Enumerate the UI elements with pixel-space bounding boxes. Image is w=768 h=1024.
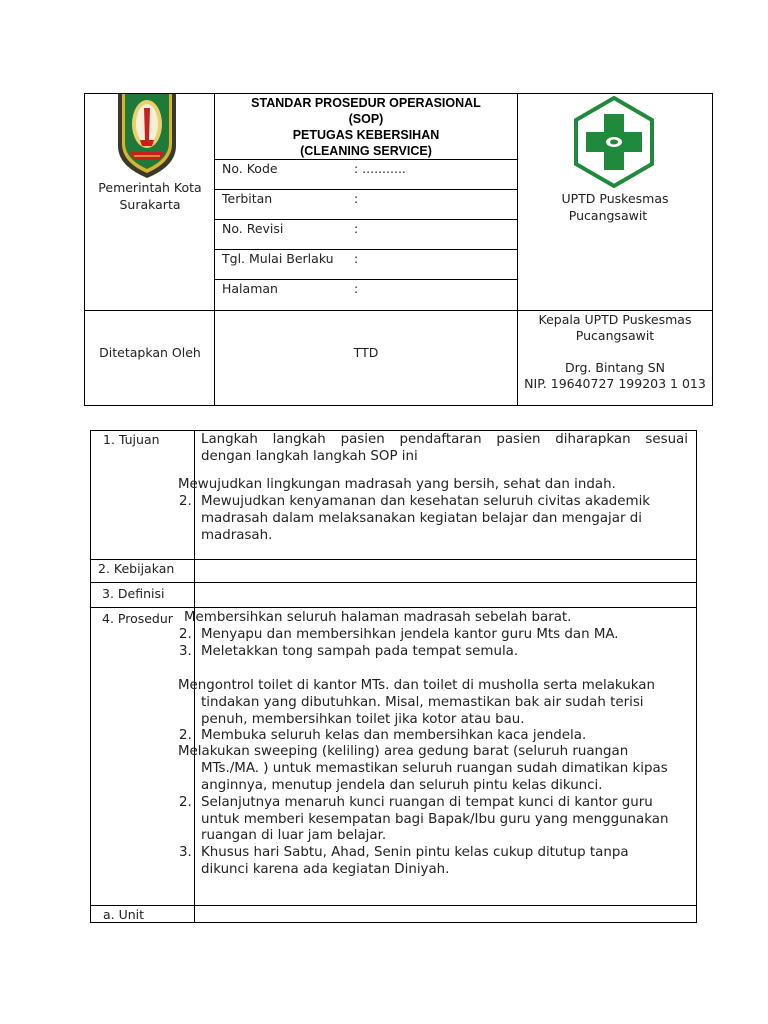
tujuan-intro-line1: Langkah langkah pasien pendaftaran pasien diharapkan sesuai xyxy=(201,432,688,447)
prosedur-a1: Membersihkan seluruh halaman madrasah sebelah barat. xyxy=(184,610,572,625)
tujuan-item2-line3: madrasah. xyxy=(201,528,273,543)
prosedur-b1-line1: Mengontrol toilet di kantor MTs. dan toilet di musholla serta melakukan xyxy=(178,678,655,693)
prosedur-c2-num: 2. xyxy=(179,795,192,810)
prosedur-c2-line3: ruangan di luar jam belajar. xyxy=(201,828,387,843)
tujuan-item2-num: 2. xyxy=(179,494,192,509)
definisi-label: 3. Definisi xyxy=(102,586,165,601)
prosedur-c2-line2: untuk memberi kesempatan bagi Bapak/Ibu guru yang menggunakan xyxy=(201,812,669,827)
field-label-halaman: Halaman xyxy=(222,281,278,296)
prosedur-a3-num: 3. xyxy=(179,644,192,659)
field-label-terbitan: Terbitan xyxy=(222,191,273,206)
prosedur-c3-line2: dikunci karena ada kegiatan Diniyah. xyxy=(201,862,450,877)
sop-title-line3: PETUGAS KEBERSIHAN xyxy=(292,128,440,142)
ttd-label: TTD xyxy=(353,345,379,360)
signer-nip: NIP. 19640727 199203 1 013 xyxy=(524,376,706,391)
sop-title-line1: STANDAR PROSEDUR OPERASIONAL xyxy=(251,96,481,110)
prosedur-b2: Membuka seluruh kelas dan membersihkan kaca jendela. xyxy=(201,728,587,743)
signer-title-line2: Pucangsawit xyxy=(575,328,655,343)
signer-name: Drg. Bintang SN xyxy=(564,360,666,375)
field-label-tgl-mulai: Tgl. Mulai Berlaku xyxy=(222,251,334,266)
tujuan-item2-line2: madrasah dalam melaksanakan kegiatan belajar dan mengajar di xyxy=(201,511,642,526)
signer-title-line1: Kepala UPTD Puskesmas xyxy=(538,312,692,327)
puskesmas-cross-icon xyxy=(572,96,656,188)
org-right-line2: Pucangsawit xyxy=(568,208,648,223)
prosedur-c3-num: 3. xyxy=(179,845,192,860)
kebijakan-label: 2. Kebijakan xyxy=(98,561,175,576)
field-value-terbitan: : xyxy=(354,191,359,206)
ditetapkan-label: Ditetapkan Oleh xyxy=(99,345,201,360)
prosedur-a3: Meletakkan tong sampah pada tempat semula. xyxy=(201,644,519,659)
prosedur-b1-line2: tindakan yang dibutuhkan. Misal, memastikan bak air sudah terisi xyxy=(201,695,644,710)
field-label-no-revisi: No. Revisi xyxy=(222,221,284,236)
field-value-no-revisi: : xyxy=(354,221,359,236)
tujuan-label: 1. Tujuan xyxy=(103,432,160,447)
prosedur-b1-line3: penuh, membersihkan toilet jika kotor atau bau. xyxy=(201,712,525,727)
sop-title-line2: (SOP) xyxy=(348,112,384,126)
org-right-line1: UPTD Puskesmas xyxy=(561,191,669,206)
sop-title-line4: (CLEANING SERVICE) xyxy=(300,144,432,158)
prosedur-c1-line1: Melakukan sweeping (keliling) area gedung barat (seluruh ruangan xyxy=(178,744,629,759)
org-left-line1: Pemerintah Kota xyxy=(98,180,202,195)
field-value-halaman: : xyxy=(354,281,359,296)
prosedur-a2: Menyapu dan membersihkan jendela kantor guru Mts dan MA. xyxy=(201,627,619,642)
tujuan-item1: Mewujudkan lingkungan madrasah yang bersih, sehat dan indah. xyxy=(178,477,616,492)
prosedur-c2-line1: Selanjutnya menaruh kunci ruangan di tempat kunci di kantor guru xyxy=(201,795,653,810)
field-label-no-kode: No. Kode xyxy=(222,161,278,176)
surakarta-crest-icon xyxy=(116,94,178,178)
prosedur-a2-num: 2. xyxy=(179,627,192,642)
tujuan-item2-line1: Mewujudkan kenyamanan dan kesehatan seluruh civitas akademik xyxy=(201,494,651,509)
prosedur-label: 4. Prosedur xyxy=(102,611,173,626)
tujuan-intro-line2: dengan langkah langkah SOP ini xyxy=(201,449,418,464)
field-value-tgl-mulai: : xyxy=(354,251,359,266)
prosedur-c3-line1: Khusus hari Sabtu, Ahad, Senin pintu kelas cukup ditutup tanpa xyxy=(201,845,629,860)
prosedur-c1-line3: anginnya, menutup jendela dan seluruh pintu kelas dikunci. xyxy=(201,778,603,793)
prosedur-b2-num: 2. xyxy=(179,728,192,743)
field-value-no-kode: : ........... xyxy=(354,161,406,176)
org-left-line2: Surakarta xyxy=(119,197,181,212)
unit-label: a. Unit xyxy=(103,907,145,922)
prosedur-c1-line2: MTs./MA. ) untuk memastikan seluruh ruangan sudah dimatikan kipas xyxy=(201,761,668,776)
